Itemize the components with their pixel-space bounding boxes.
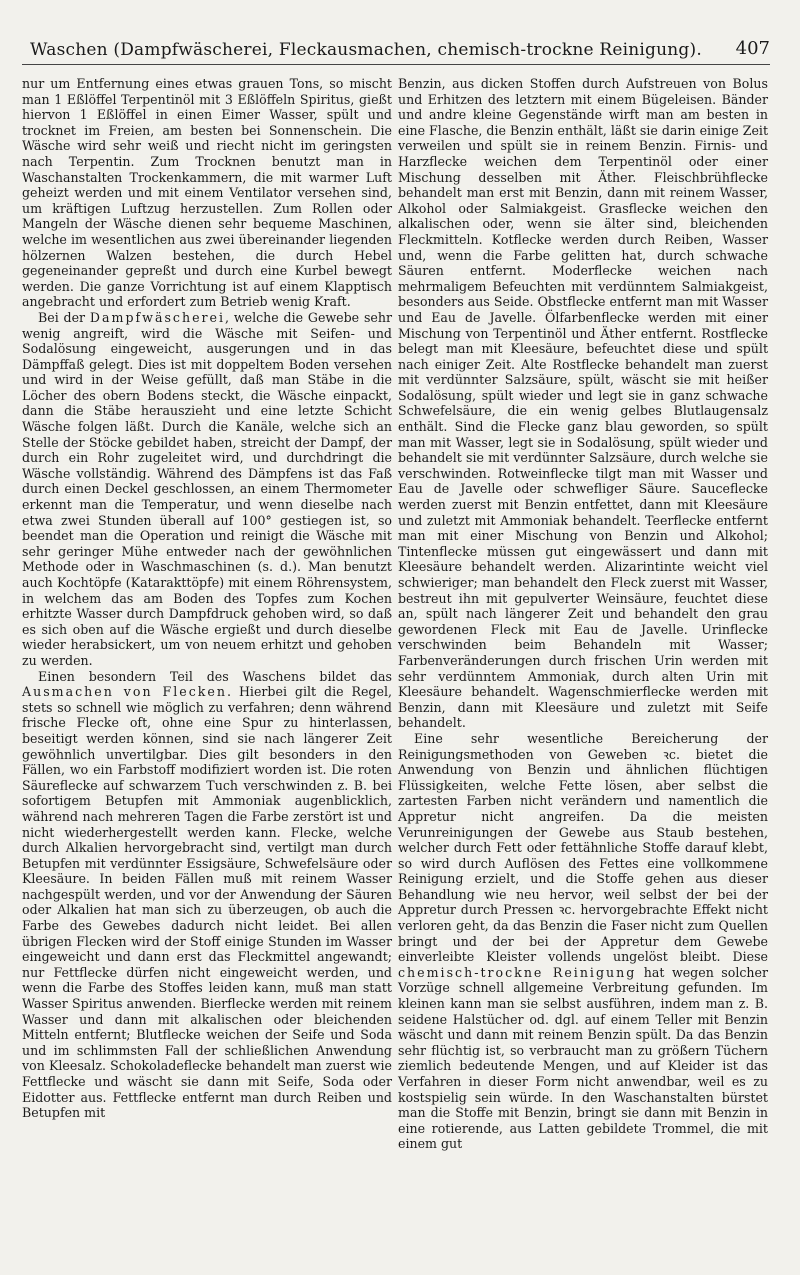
text-run: hat wegen solcher Vorzüge schnell allgemeine Verbreitung gefunden. Im kleinen kann man sie selbst ausführen, indem man z. B. seidene Halstücher od. dgl. auf einem Teller mit Benzin wäscht und dann mit reinem Benzin spült. Da das Benzin sehr flüchtig ist, so verbraucht man zu größern Tüchern ziemlich bedeutende Mengen, und auf Kleider ist das Verfahren in dieser Form nicht anwendbar, weil es zu kostspielig sein würde. In den Waschanstalten bürstet man die Stoffe mit Benzin, bringt sie dann mit Benzin in eine rotierende, aus Latten gebildete Trommel, die mit einem gut	[398, 964, 768, 1152]
paragraph	[22, 310, 392, 669]
right-column	[398, 76, 768, 1246]
term-ausmachen-von-flecken: Ausmachen von Flecken	[22, 684, 227, 700]
paragraph: nur um Entfernung eines etwas grauen Tons, so mischt man 1 Eßlöffel Terpentinöl mit 3 Eßlöffeln Spiritus, gießt hiervon 1 Eßlöffel in einen Eimer Wasser, spült und trocknet im Freien, am besten bei Sonnenschein. Die Wäsche wird sehr weiß und riecht nicht im geringsten nach Terpentin. Zum Trocknen benutzt man in Waschanstalten Trockenkammern, die mit warmer Luft geheizt werden und mit einem Ventilator versehen sind, um kräftigen Luftzug herzustellen. Zum Rollen oder Mangeln der Wäsche dienen sehr bequeme Maschinen, welche im wesentlichen aus zwei übereinander liegenden hölzernen Walzen bestehen, die durch Hebel gegeneinander gepreßt und durch eine Kurbel bewegt werden. Die ganze Vorrichtung ist auf einem Klapptisch angebracht und erfordert zum Betrieb wenig Kraft.	[22, 76, 392, 310]
page-number: 407	[735, 38, 770, 59]
text-run: Einen besondern Teil des Waschens bildet das	[38, 668, 392, 684]
text-run: Eine sehr wesentliche Bereicherung der Reinigungsmethoden von Geweben ꝛc. bietet die Anwendung von Benzin und ähnlichen flüchtigen Flüssigkeiten, welche Fette lösen, aber selbst die zartesten Farben nicht verändern und namentlich die Appretur nicht angreifen. Da die meisten Verunreinigungen der Gewebe aus Staub bestehen, welcher durch Fett oder fettähnliche Stoffe darauf klebt, so wird durch Auflösen des Fettes eine vollkommene Reinigung erzielt, und die Stoffe gehen aus dieser Behandlung wie neu hervor, weil selbst der bei der Appretur durch Pressen ꝛc. hervorgebrachte Effekt nicht verloren geht, da das Benzin die Faser nicht zum Quellen bringt und der bei der Appretur dem Gewebe einverleibte Kleister vollends ungelöst bleibt. Diese	[398, 730, 768, 965]
text-run: . Hierbei gilt die Regel, stets so schnell wie möglich zu verfahren; denn während frische Flecke oft, ohne eine Spur zu hinterlassen, beseitigt werden können, sind sie nach längerer Zeit gewöhnlich unvertilgbar. Dies gilt besonders in den Fällen, wo ein Farbstoff modifiziert worden ist. Die roten Säureflecke auf schwarzem Tuch verschwinden z. B. bei sofortigem Betupfen mit Ammoniak augenblicklich, während nach mehreren Tagen die Farbe zerstört ist und nicht wiederhergestellt werden kann. Flecke, welche durch Alkalien hervorgebracht sind, vertilgt man durch Betupfen mit verdünnter Essigsäure, Schwefelsäure oder Kleesäure. In beiden Fällen muß mit reinem Wasser nachgespült werden, und vor der Anwendung der Säuren oder Alkalien hat man sich zu überzeugen, ob auch die Farbe des Gewebes dadurch nicht leidet. Bei allen übrigen Flecken wird der Stoff einige Stunden im Wasser eingeweicht und dann erst das Fleckmittel angewandt; nur Fettflecke dürfen nicht eingeweicht werden, und wenn die Farbe des Stoffes leiden kann, muß man statt Wasser Spiritus anwenden. Bierflecke werden mit reinem Wasser und dann mit alkalischen oder bleichenden Mitteln entfernt; Blutflecke weichen der Seife und Soda und im schlimmsten Fall der schließlichen Anwendung von Kleesalz. Schokoladeflecke behandelt man zuerst wie Fettflecke und wäscht sie dann mit Seife, Soda oder Eidotter aus. Fettflecke entfernt man durch Reiben und Betupfen mit	[22, 684, 392, 1121]
left-column	[22, 76, 392, 1246]
paragraph	[398, 731, 768, 1152]
term-chemisch-trockne-reinigung: chemisch-trockne Reinigung	[398, 964, 637, 980]
paragraph	[22, 669, 392, 1121]
text-run: Bei der	[38, 309, 90, 325]
term-dampfwaescherei: Dampfwäscherei	[89, 309, 226, 325]
header-title: Waschen (Dampfwäscherei, Fleckausmachen, chemisch-trockne Reinigung).	[30, 40, 702, 60]
text-columns	[22, 76, 768, 1246]
paragraph: Benzin, aus dicken Stoffen durch Aufstreuen von Bolus und Erhitzen des letztern mit einem Bügeleisen. Bänder und andre kleine Gegenstände wirft man am besten in eine Flasche, die Benzin enthält, läßt sie darin einige Zeit verweilen und spült sie in reinem Benzin. Firnis- und Harzflecke weichen dem Terpentinöl oder einer Mischung desselben mit Äther. Fleischbrühflecke behandelt man erst mit Benzin, dann mit reinem Wasser, Alkohol oder Salmiakgeist. Grasflecke weichen den alkalischen oder, wenn sie älter sind, bleichenden Fleckmitteln. Kotflecke werden durch Reiben, Wasser und, wenn die Farbe gelitten hat, durch schwache Säuren entfernt. Moderflecke weichen nach mehrmaligem Befeuchten mit verdünntem Salmiakgeist, besonders aus Seide. Obstflecke entfernt man mit Wasser und Eau de Javelle. Ölfarbenflecke werden mit einer Mischung von Terpentinöl und Äther entfernt. Rostflecke belegt man mit Kleesäure, befeuchtet diese und spült nach einiger Zeit. Alte Rostflecke behandelt man zuerst mit verdünnter Salzsäure, spült, wäscht sie mit heißer Sodalösung, spült wieder und legt sie in ganz schwache Schwefelsäure, die ein wenig gelbes Blutlaugensalz enthält. Sind die Flecke ganz blau geworden, so spült man mit Wasser, legt sie in Sodalösung, spült wieder und behandelt sie mit verdünnter Salzsäure, durch welche sie verschwinden. Rotweinflecke tilgt man mit Wasser und Eau de Javelle oder schwefliger Säure. Sauceflecke werden zuerst mit Benzin entfettet, dann mit Kleesäure und zuletzt mit Ammoniak behandelt. Teerflecke entfernt man mit einer Mischung von Benzin und Alkohol; Tintenflecke müssen gut eingewässert und dann mit Kleesäure behandelt werden. Alizarintinte weicht viel schwieriger; man behandelt den Fleck zuerst mit Wasser, bestreut ihn mit gepulverter Weinsäure, feuchtet diese an, spült nach längerer Zeit und behandelt den grau gewordenen Fleck mit Eau de Javelle. Urinflecke verschwinden beim Behandeln mit Wasser; Farbenveränderungen durch frischen Urin werden mit sehr verdünntem Ammoniak, durch alten Urin mit Kleesäure behandelt. Wagenschmierflecke werden mit Benzin, dann mit Kleesäure und zuletzt mit Seife behandelt.	[398, 76, 769, 731]
text-run: , welche die Gewebe sehr wenig angreift, wird die Wäsche mit Seifen- und Sodalösung eingeweicht, ausgerungen und in das Dämpffaß gelegt. Dies ist mit doppeltem Boden versehen und wird in der Weise gefüllt, daß man Stäbe in die Löcher des obern Bodens steckt, die Wäsche einpackt, dann die Stäbe herauszieht und eine letzte Schicht Wäsche folgen läßt. Durch die Kanäle, welche sich an Stelle der Stöcke gebildet haben, streicht der Dampf, der durch ein Rohr zugeleitet wird, und durchdringt die Wäsche vollständig. Während des Dämpfens ist das Faß durch einen Deckel geschlossen, an einem Thermometer erkennt man die Temperatur, und wenn dieselbe nach etwa zwei Stunden überall auf 100° gestiegen ist, so beendet man die Operation und reinigt die Wäsche mit sehr geringer Mühe entweder nach der gewöhnlichen Methode oder in Waschmaschinen (s. d.). Man benutzt auch Kochtöpfe (Katarakttöpfe) mit einem Röhrensystem, in welchem das am Boden des Topfes zum Kochen erhitzte Wasser durch Dampfdruck gehoben wird, so daß es sich oben auf die Wäsche ergießt und durch dieselbe wieder herabsickert, um von neuem erhitzt und gehoben zu werden.	[22, 309, 392, 668]
running-header	[22, 38, 770, 65]
